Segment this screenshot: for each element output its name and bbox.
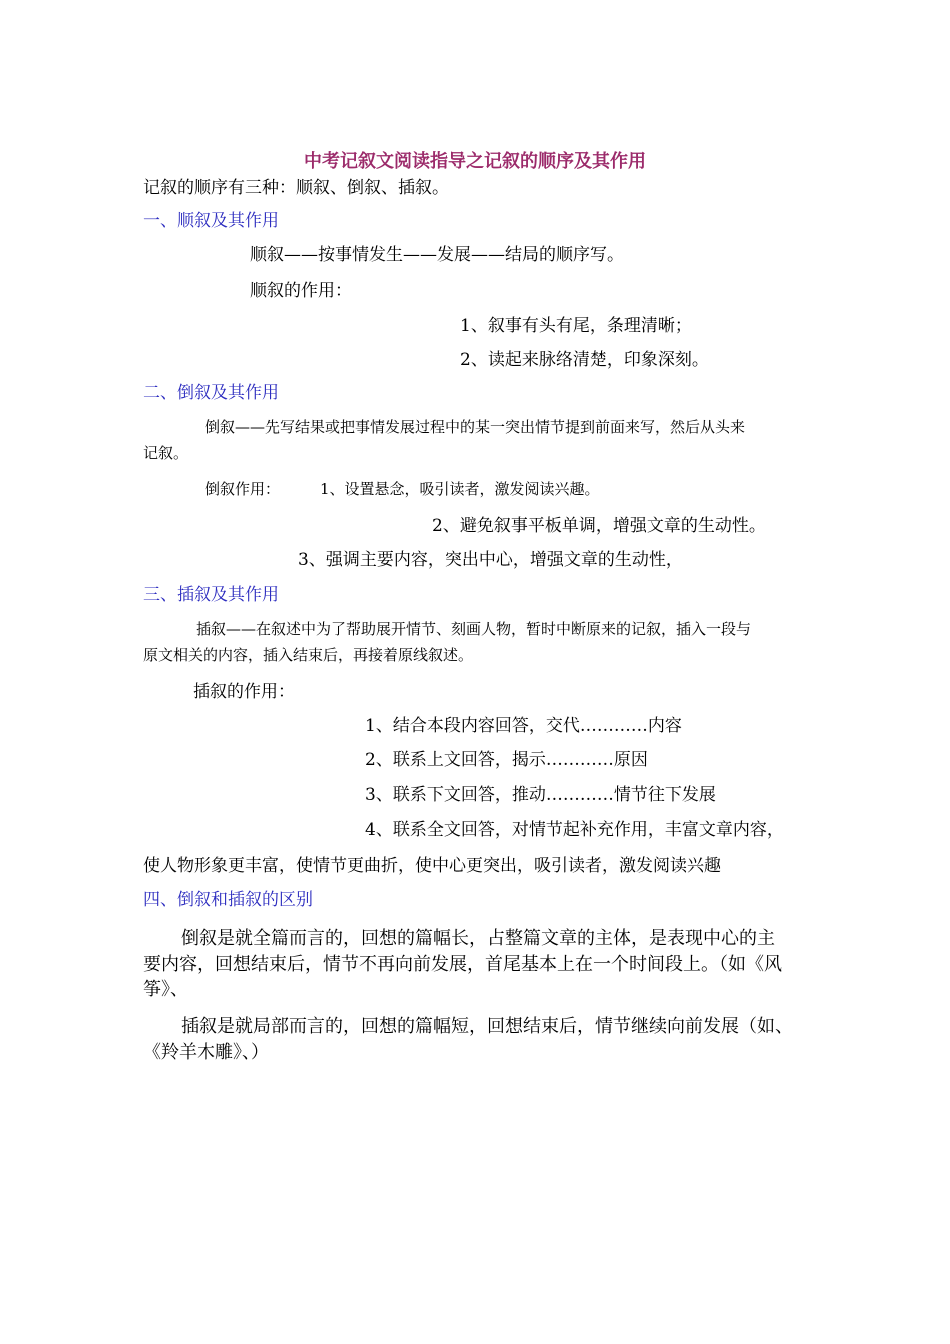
section-3-function-item: 4、联系全文回答，对情节起补充作用，丰富文章内容， [365, 820, 784, 840]
section-1-function-label: 顺叙的作用： [250, 281, 352, 301]
section-1-definition: 顺叙——按事情发生——发展——结局的顺序写。 [250, 245, 624, 265]
section-2-definition-line1: 倒叙——先写结果或把事情发展过程中的某一突出情节提到前面来写，然后从头来 [205, 418, 746, 436]
document-title: 中考记叙文阅读指导之记叙的顺序及其作用 [304, 151, 646, 172]
section-4-paragraph1-line1: 倒叙是就全篇而言的，回想的篇幅长，占整篇文章的主体，是表现中心的主 [181, 928, 775, 949]
section-2-function-item: 2、避免叙事平板单调，增强文章的生动性。 [432, 516, 766, 536]
section-3-function-item: 2、联系上文回答，揭示…………原因 [365, 750, 648, 770]
section-2-function-label: 倒叙作用： [205, 480, 281, 498]
section-2-definition-line2: 记叙。 [143, 444, 189, 462]
section-3-function-item: 3、联系下文回答，推动…………情节往下发展 [365, 785, 716, 805]
section-4-paragraph1-line2: 要内容，回想结束后，情节不再向前发展，首尾基本上在一个时间段上。（如《风 [143, 954, 782, 975]
section-4-paragraph2-line1: 插叙是就局部而言的，回想的篇幅短，回想结束后，情节继续向前发展（如、 [181, 1016, 793, 1037]
section-3-function-label: 插叙的作用： [193, 682, 295, 702]
section-4-paragraph2-line2: 《羚羊木雕》、） [143, 1042, 269, 1063]
section-3-function-item: 1、结合本段内容回答，交代…………内容 [365, 716, 682, 736]
intro-text: 记叙的顺序有三种：顺叙、倒叙、插叙。 [143, 178, 449, 198]
section-heading-4: 四、倒叙和插叙的区别 [143, 890, 313, 910]
section-1-function-item: 1、叙事有头有尾，条理清晰； [460, 316, 692, 336]
section-3-definition-line2: 原文相关的内容，插入结束后，再接着原线叙述。 [143, 646, 474, 664]
section-heading-3: 三、插叙及其作用 [143, 585, 279, 605]
section-3-function-continued: 使人物形象更丰富，使情节更曲折，使中心更突出，吸引读者，激发阅读兴趣 [143, 856, 721, 876]
section-2-function-item: 3、强调主要内容，突出中心，增强文章的生动性， [298, 550, 683, 570]
section-heading-1: 一、顺叙及其作用 [143, 211, 279, 231]
section-1-function-item: 2、读起来脉络清楚，印象深刻。 [460, 350, 709, 370]
section-3-definition-line1: 插叙——在叙述中为了帮助展开情节、刻画人物，暂时中断原来的记叙，插入一段与 [196, 620, 752, 638]
section-4-paragraph1-line3: 筝》、 [143, 979, 188, 1000]
section-heading-2: 二、倒叙及其作用 [143, 383, 279, 403]
section-2-function-item: 1、设置悬念，吸引读者，激发阅读兴趣。 [320, 480, 600, 498]
